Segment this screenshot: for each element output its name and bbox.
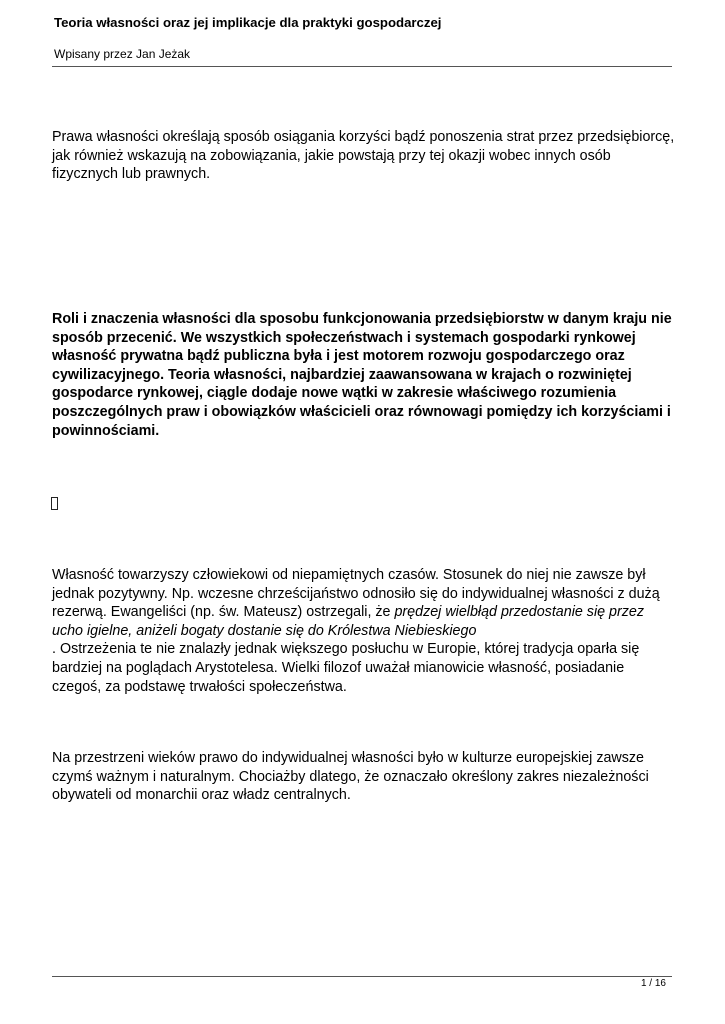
header-divider: [52, 66, 672, 67]
bible-quote: prędzej wielbłąd przedostanie się przez ucho igielne, aniżeli bogaty dostanie się do Królestwa Niebieskiego: [52, 604, 645, 639]
paragraph-history: [52, 566, 677, 696]
paragraph-bold-lead: Roli i znaczenia własności dla sposobu funkcjonowania przedsiębiorstw w danym kraju nie sposób przecenić. We wszystkich społeczeństwach i systemach gospodarki rynkowej własność prywatna bądź publiczna była i jest motorem rozwoju gospodarczego oraz cywilizacyjnego. Teoria własności, najbardziej zaawansowana w krajach o rozwiniętej gospodarce rynkowej, ciągle dodaje nowe wątki w zakresie właściwego rozumienia poszczególnych praw i obowiązków właścicieli oraz równowagi pomiędzy ich korzyściami i powinnościami.: [52, 311, 672, 439]
page-number: 1 / 16: [640, 978, 666, 989]
footer-divider: [52, 976, 672, 977]
paragraph-history-start: Własność towarzyszy człowiekowi od niepamiętnych czasów. Stosunek do niej nie zawsze był jednak pozytywny. Np. wczesne chrześcijaństwo odnosiło się do indywidualnej własności z dużą rezerwą. Ewangeliści (np. św. Mateusz) ostrzegali, że: [52, 567, 660, 621]
author-line: Wpisany przez Jan Jeżak: [54, 47, 191, 61]
missing-image-icon: [51, 497, 58, 510]
paragraph-europe: Na przestrzeni wieków prawo do indywidualnej własności było w kulturze europejskiej zawsze czymś ważnym i naturalnym. Chociażby dlatego, że oznaczało określony zakres niezależności obywateli od monarchii oraz władz centralnych.: [52, 750, 649, 804]
document-title: Teoria własności oraz jej implikacje dla praktyki gospodarczej: [54, 15, 442, 30]
paragraph-history-end: . Ostrzeżenia te nie znalazły jednak większego posłuchu w Europie, której tradycja oparła się bardziej na poglądach Arystotelesa. Wielki filozof uważał mianowicie własność, posiadanie czegoś, za podstawę trwałości społeczeństwa.: [52, 641, 640, 695]
paragraph-intro: Prawa własności określają sposób osiągania korzyści bądź ponoszenia strat przez przedsiębiorcę, jak również wskazują na zobowiązania, jakie powstają przy tej okazji wobec innych osób fizycznych lub prawnych.: [52, 129, 675, 183]
